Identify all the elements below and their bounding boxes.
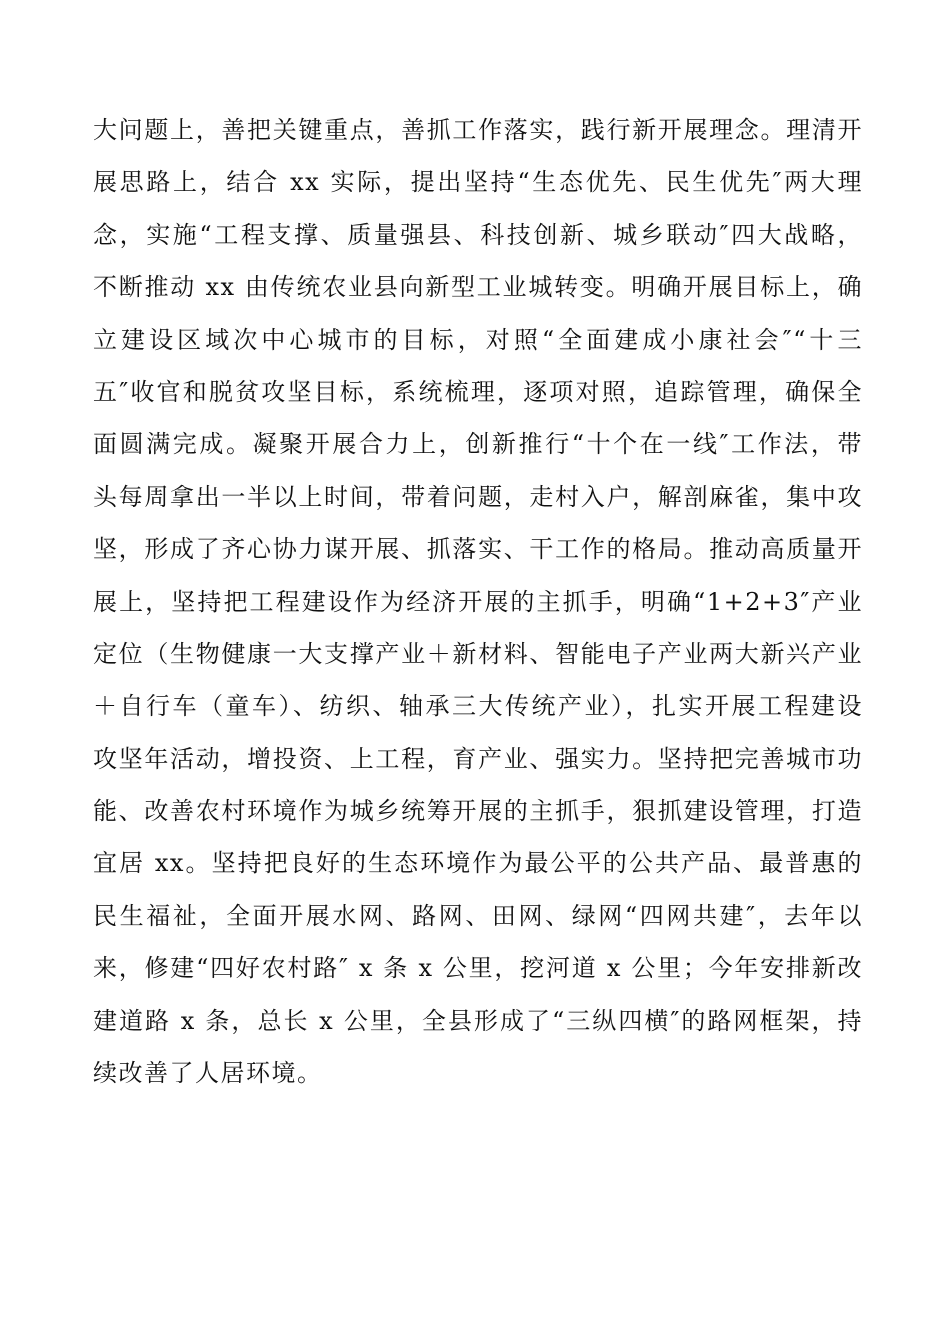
text-line: ＋自行车（童车）、纺织、轴承三大传统产业），扎实开展工程建设 bbox=[93, 692, 863, 721]
text-line: 五″收官和脱贫攻坚目标，系统梳理，逐项对照，追踪管理，确保全 bbox=[93, 377, 863, 406]
text-line: 民生福祉，全面开展水网、路网、田网、绿网“四网共建″，去年以 bbox=[93, 901, 863, 930]
text-line-last: 续改善了人居环境。 bbox=[93, 1059, 323, 1088]
text-line: 坚，形成了齐心协力谋开展、抓落实、干工作的格局。推动高质量开 bbox=[93, 535, 863, 564]
text-line: 定位（生物健康一大支撑产业＋新材料、智能电子产业两大新兴产业 bbox=[93, 639, 863, 668]
text-line: 能、改善农村环境作为城乡统筹开展的主抓手，狠抓建设管理，打造 bbox=[93, 797, 863, 826]
text-line: 大问题上，善把关键重点，善抓工作落实，践行新开展理念。理清开 bbox=[93, 116, 863, 144]
text-line: 头每周拿出一半以上时间，带着问题，走村入户，解剖麻雀，集中攻 bbox=[93, 482, 863, 511]
text-line: 展上，坚持把工程建设作为经济开展的主抓手，明确“1+2+3″产业 bbox=[93, 587, 863, 616]
text-line: 面圆满完成。凝聚开展合力上，创新推行“十个在一线″工作法，带 bbox=[93, 430, 863, 459]
text-line: 不断推动 xx 由传统农业县向新型工业城转变。明确开展目标上，确 bbox=[93, 273, 863, 302]
text-line: 展思路上，结合 xx 实际，提出坚持“生态优先、民生优先″两大理 bbox=[93, 168, 863, 197]
text-line: 攻坚年活动，增投资、上工程，育产业、强实力。坚持把完善城市功 bbox=[93, 744, 863, 773]
text-line: 来，修建“四好农村路″ x 条 x 公里，挖河道 x 公里；今年安排新改 bbox=[93, 954, 863, 983]
body-paragraph bbox=[93, 104, 863, 1099]
text-line: 立建设区域次中心城市的目标，对照“全面建成小康社会″“十三 bbox=[93, 325, 863, 354]
text-line: 念，实施“工程支撑、质量强县、科技创新、城乡联动″四大战略， bbox=[93, 220, 863, 249]
text-line: 宜居 xx。坚持把良好的生态环境作为最公平的公共产品、最普惠的 bbox=[93, 849, 863, 878]
text-line: 建道路 x 条，总长 x 公里，全县形成了“三纵四横″的路网框架，持 bbox=[93, 1006, 863, 1035]
